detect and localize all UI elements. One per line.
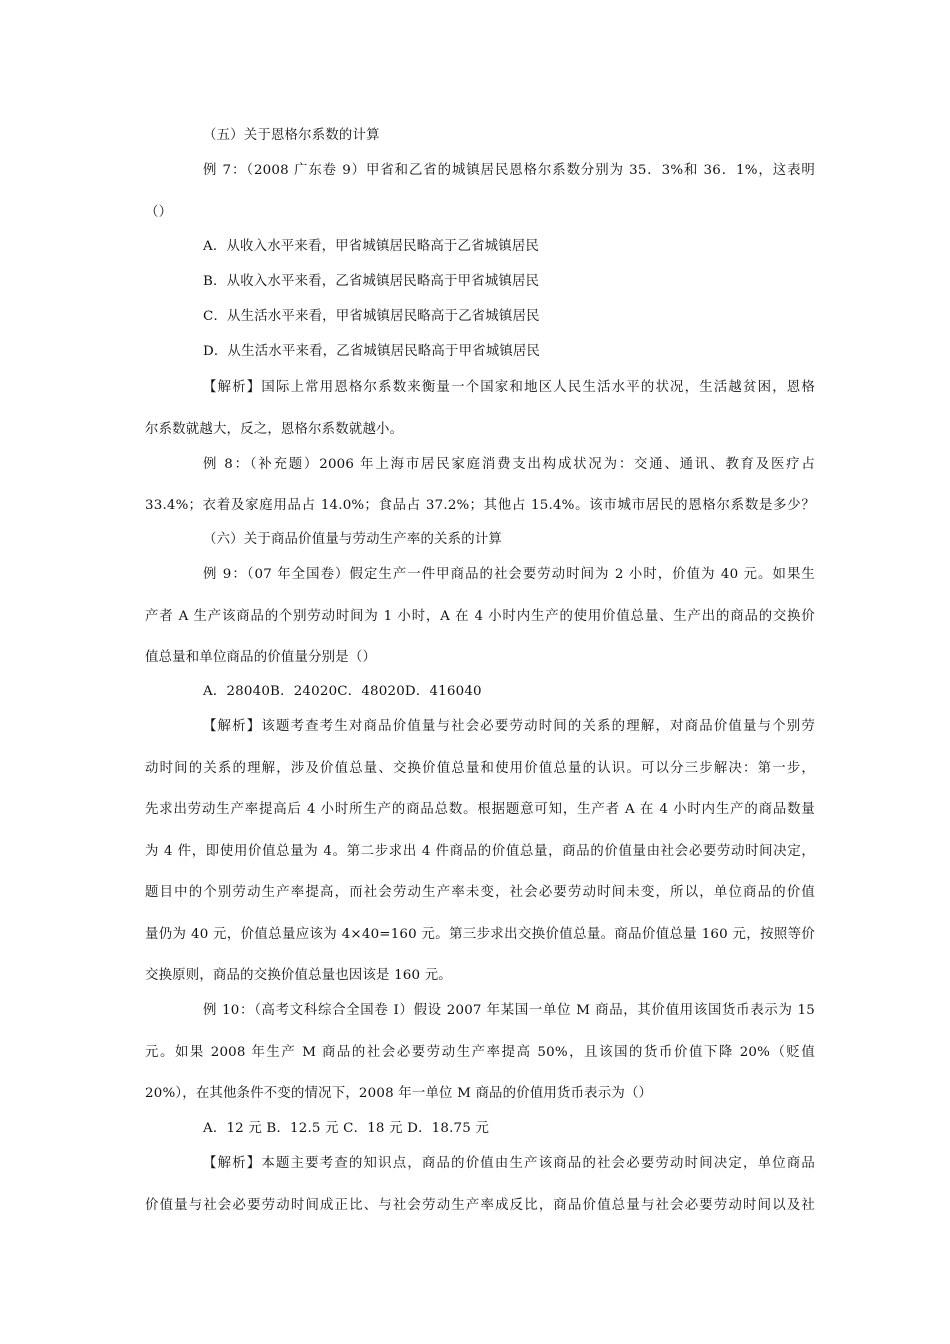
example-9-question-line-1: 例 9：（07 年全国卷）假定生产一件甲商品的社会要劳动时间为 2 小时，价值为 40 元。如果生 bbox=[203, 567, 815, 582]
example-10-analysis-line-2: 价值量与社会必要劳动时间成正比、与社会劳动生产率成反比，商品价值总量与社会必要劳动时间以及社 bbox=[145, 1198, 815, 1213]
example-9-analysis-line-4: 为 4 件，即使用价值总量为 4。第二步求出 4 件商品的价值总量，商品的价值量由社会必要劳动时间决定， bbox=[145, 844, 815, 859]
example-10-question-line-1: 例 10：（高考文科综合全国卷 I）假设 2007 年某国一单位 M 商品，其价值用该国货币表示为 15 bbox=[203, 1003, 815, 1018]
example-9-analysis-line-5: 题目中的个别劳动生产率提高，而社会劳动生产率未变，社会必要劳动时间未变，所以，单位商品的价值 bbox=[145, 885, 815, 900]
example-7-option-a: A．从收入水平来看，甲省城镇居民略高于乙省城镇居民 bbox=[203, 239, 540, 254]
example-9-question-line-3: 值总量和单位商品的价值量分别是（） bbox=[145, 650, 377, 665]
example-10-question-line-2: 元。如果 2008 年生产 M 商品的社会必要劳动生产率提高 50%，且该国的货币价值下降 20%（贬值 bbox=[145, 1045, 815, 1060]
example-9-analysis-line-2: 动时间的关系的理解，涉及价值总量、交换价值总量和使用价值总量的认识。可以分三步解决：第一步， bbox=[145, 761, 815, 776]
example-9-analysis-line-1: 【解析】该题考查考生对商品价值量与社会必要劳动时间的关系的理解，对商品价值量与个别劳 bbox=[203, 719, 815, 734]
example-8-question-line-1: 例 8：（补充题）2006 年上海市居民家庭消费支出构成状况为：交通、通讯、教育及医疗占 bbox=[203, 457, 815, 472]
example-10-analysis-line-1: 【解析】本题主要考查的知识点，商品的价值由生产该商品的社会必要劳动时间决定，单位商品 bbox=[203, 1156, 815, 1171]
example-7-question-line-1: 例 7：（2008 广东卷 9）甲省和乙省的城镇居民恩格尔系数分别为 35．3%和 36．1%，这表明 bbox=[203, 163, 815, 178]
example-8-question-line-2: 33.4%；衣着及家庭用品占 14.0%；食品占 37.2%；其他占 15.4%。该市城市居民的恩格尔系数是多少？ bbox=[145, 498, 815, 513]
example-9-analysis-line-6: 量仍为 40 元，价值总量应该为 4×40=160 元。第三步求出交换价值总量。商品价值总量 160 元，按照等价 bbox=[145, 927, 815, 942]
example-9-question-line-2: 产者 A 生产该商品的个别劳动时间为 1 小时，A 在 4 小时内生产的使用价值总量、生产出的商品的交换价 bbox=[145, 609, 815, 624]
example-7-option-d: D．从生活水平来看，乙省城镇居民略高于甲省城镇居民 bbox=[203, 344, 541, 359]
example-9-options: A．28040B．24020C．48020D．416040 bbox=[203, 684, 482, 699]
example-7-analysis-line-2: 尔系数就越大，反之，恩格尔系数就越小。 bbox=[145, 422, 404, 437]
section-6-heading: （六）关于商品价值量与劳动生产率的关系的计算 bbox=[203, 532, 502, 547]
example-7-option-c: C．从生活水平来看，甲省城镇居民略高于乙省城镇居民 bbox=[203, 309, 540, 324]
example-10-options: A．12 元 B．12.5 元 C．18 元 D．18.75 元 bbox=[203, 1121, 490, 1136]
example-7-question-line-2: （） bbox=[145, 205, 173, 220]
example-10-question-line-3: 20%），在其他条件不变的情况下，2008 年一单位 M 商品的价值用货币表示为（） bbox=[145, 1086, 653, 1101]
example-7-analysis-line-1: 【解析】国际上常用恩格尔系数来衡量一个国家和地区人民生活水平的状况，生活越贫困，恩格 bbox=[203, 380, 815, 395]
example-7-option-b: B．从收入水平来看，乙省城镇居民略高于甲省城镇居民 bbox=[203, 274, 540, 289]
example-9-analysis-line-7: 交换原则，商品的交换价值总量也因该是 160 元。 bbox=[145, 968, 452, 983]
section-5-heading: （五）关于恩格尔系数的计算 bbox=[203, 128, 380, 143]
example-9-analysis-line-3: 先求出劳动生产率提高后 4 小时所生产的商品总数。根据题意可知，生产者 A 在 4 小时内生产的商品数量 bbox=[145, 802, 815, 817]
